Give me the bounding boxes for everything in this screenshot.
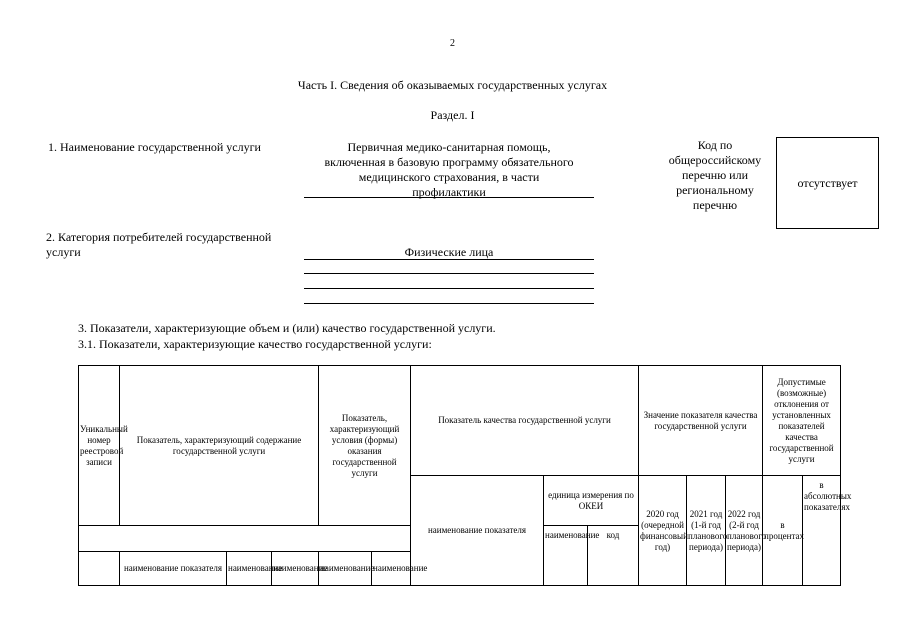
service-name-label: 1. Наименование государственной услуги bbox=[48, 140, 261, 154]
th-content-sub: наименование bbox=[227, 552, 272, 586]
service-name-underline bbox=[304, 197, 594, 198]
quality-indicators-table bbox=[78, 365, 852, 586]
consumer-category-label: 2. Категория потребителей государственной услуги bbox=[46, 230, 272, 259]
th-unique-number: Уникальный номер реестровой записи bbox=[79, 366, 120, 526]
registry-code-value: отсутствует bbox=[797, 175, 858, 190]
th-unit-name: наименование bbox=[544, 526, 588, 586]
quality-indicators-heading: 3.1. Показатели, характеризующие качество государственной услуги: bbox=[78, 337, 432, 351]
th-conditions-sub: наименование bbox=[372, 552, 411, 586]
th-content-indicator: Показатель, характеризующий содержание государственной услуги bbox=[120, 366, 319, 526]
indicators-heading: 3. Показатели, характеризующие объем и (или) качество государственной услуги. bbox=[78, 321, 496, 335]
header-spacer bbox=[79, 526, 411, 552]
th-content-sub: наименование bbox=[272, 552, 319, 586]
service-name-line: включенная в базовую программу обязательного bbox=[324, 155, 574, 169]
consumer-underline-2 bbox=[304, 273, 594, 274]
registry-code-label bbox=[655, 138, 775, 213]
service-name-line: профилактики bbox=[412, 185, 486, 199]
page-number: 2 bbox=[450, 38, 455, 49]
th-content-sub: наименование показателя bbox=[120, 552, 227, 586]
part-title: Часть I. Сведения об оказываемых государственных услугах bbox=[297, 78, 608, 92]
th-conditions-sub: наименование bbox=[319, 552, 372, 586]
service-name-line: медицинского страхования, в части bbox=[358, 170, 540, 184]
consumer-underline-3 bbox=[304, 288, 594, 289]
th-year-2020: 2020 год (очередной финансовый год) bbox=[639, 476, 687, 586]
consumer-underline-4 bbox=[304, 303, 594, 304]
consumer-category-value: Физические лица bbox=[404, 245, 494, 259]
registry-code-box bbox=[776, 137, 879, 229]
th-unit-code: код bbox=[588, 526, 639, 586]
code-label-line: перечню bbox=[692, 198, 738, 212]
th-year-2022: 2022 год (2-й год планового периода) bbox=[726, 476, 763, 586]
th-deviation-percent: в процентах bbox=[763, 476, 803, 586]
th-indicator-name: наименование показателя bbox=[411, 476, 544, 586]
th-year-2021: 2021 год (1-й год планового периода) bbox=[687, 476, 726, 586]
code-label-line: перечню или bbox=[681, 168, 749, 182]
th-unit-okei: единица измерения по ОКЕИ bbox=[544, 476, 639, 526]
code-label-line: Код по bbox=[697, 138, 733, 152]
th-deviation-absolute: в абсолютных показателях bbox=[803, 476, 841, 586]
th-quality-indicator: Показатель качества государственной услуги bbox=[411, 366, 639, 476]
consumer-underline-1 bbox=[304, 259, 594, 260]
service-name-line: Первичная медико-санитарная помощь, bbox=[347, 140, 551, 154]
th-indicator-value: Значение показателя качества государственной услуги bbox=[639, 366, 763, 476]
code-label-line: региональному bbox=[676, 183, 754, 197]
unique-number-sub bbox=[79, 552, 120, 586]
th-allowed-deviation: Допустимые (возможные) отклонения от установленных показателей качества государственной услуги bbox=[763, 366, 841, 476]
th-conditions-indicator: Показатель, характеризующий условия (формы) оказания государственной услуги bbox=[319, 366, 411, 526]
code-label-line: общероссийскому bbox=[668, 153, 762, 167]
service-name-value bbox=[304, 140, 594, 200]
section-title: Раздел. I bbox=[430, 108, 475, 122]
